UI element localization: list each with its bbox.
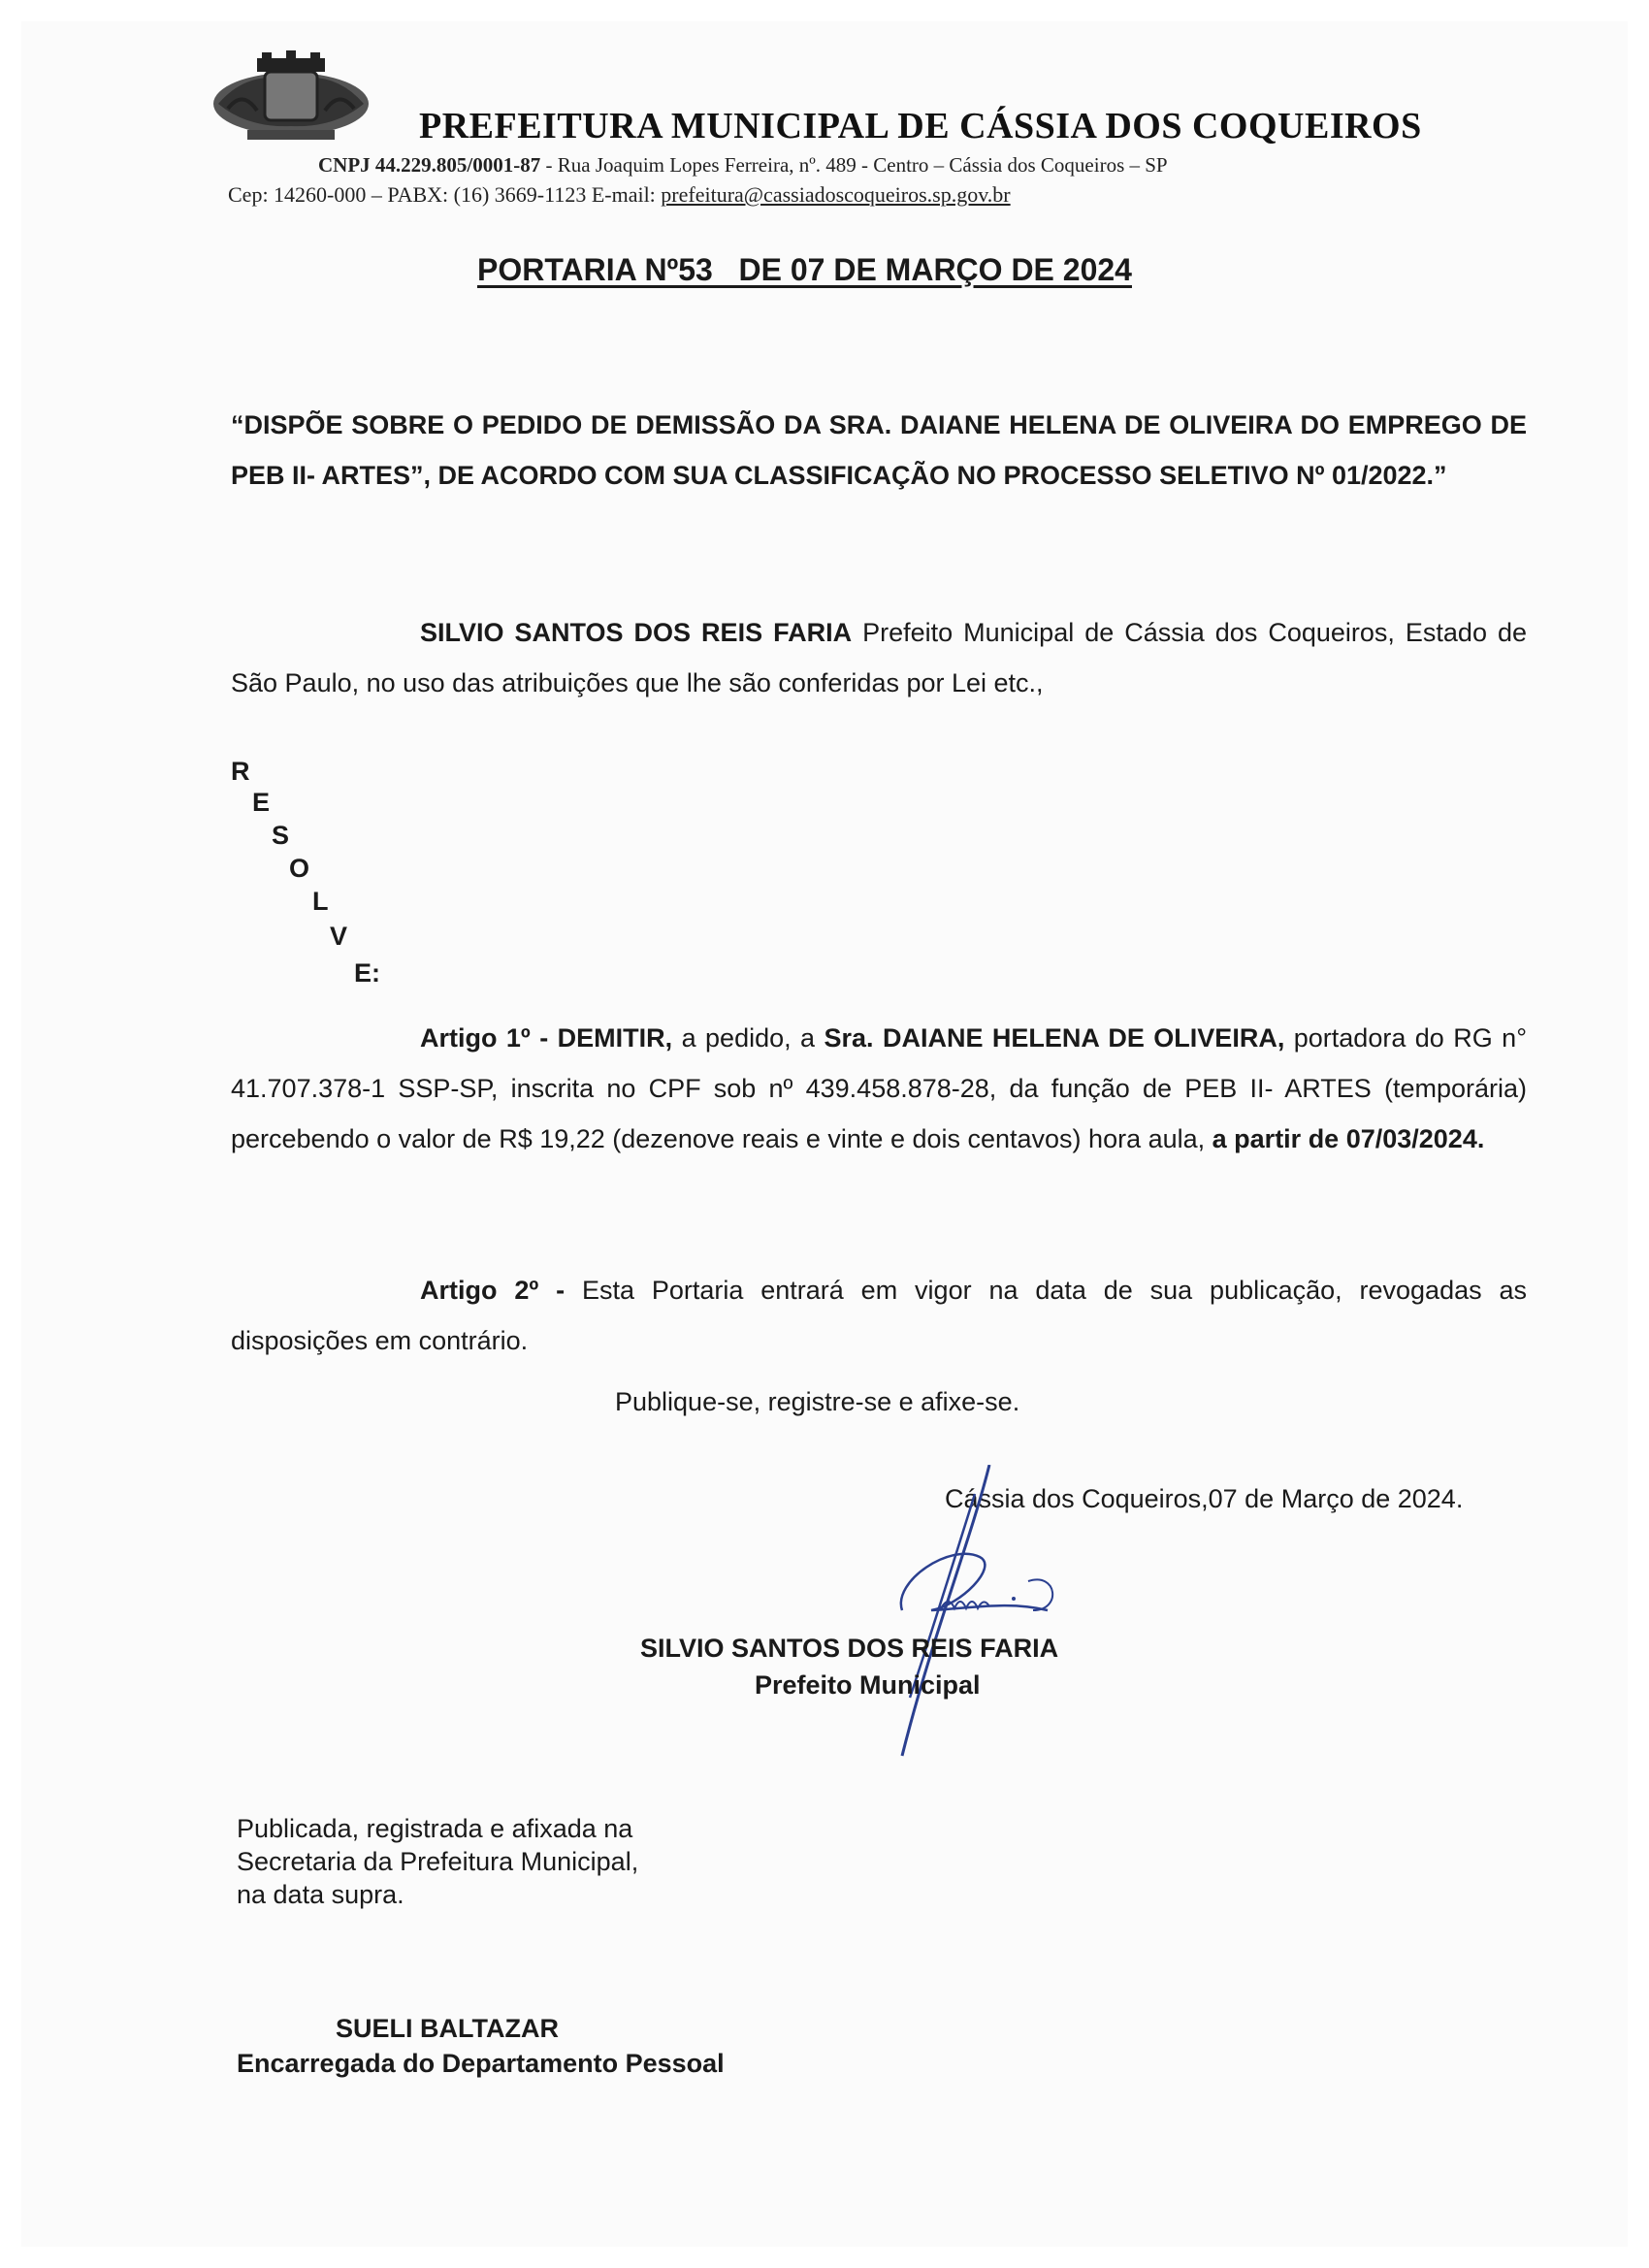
address: - Rua Joaquim Lopes Ferreira, nº. 489 - Centro – Cássia dos Coqueiros – SP xyxy=(540,153,1168,177)
cnpj: CNPJ 44.229.805/0001-87 xyxy=(318,153,541,177)
signatory-name: SILVIO SANTOS DOS REIS FARIA xyxy=(640,1634,1059,1663)
handwritten-signature-icon xyxy=(834,1465,1125,1775)
article-1-person: Sra. DAIANE HELENA DE OLIVEIRA, xyxy=(824,1023,1285,1053)
preamble xyxy=(231,607,1527,708)
preamble-name: SILVIO SANTOS DOS REIS FARIA xyxy=(420,618,853,647)
document-title: PORTARIA Nº53 DE 07 DE MARÇO DE 2024 xyxy=(477,252,1132,287)
article-1-text: a pedido, a xyxy=(672,1023,824,1053)
publication-note-line: Secretaria da Prefeitura Municipal, xyxy=(237,1847,639,1876)
preamble-text: Prefeito Municipal de Cássia dos Coqueiros, Estado de São Paulo, no uso das atribuições que lhe são conferidas por Lei etc., xyxy=(231,618,1527,697)
article-1 xyxy=(231,1013,1527,1164)
publish-line: Publique-se, registre-se e afixe-se. xyxy=(615,1387,1020,1416)
footer-role: Encarregada do Departamento Pessoal xyxy=(237,2049,725,2078)
article-2-text: Esta Portaria entrará em vigor na data de sua publicação, revogadas as disposições em contrário. xyxy=(231,1276,1527,1355)
municipal-coat-of-arms-icon xyxy=(209,50,373,144)
resolve-letter: L xyxy=(312,887,329,916)
contact: Cep: 14260-000 – PABX: (16) 3669-1123 E-mail: xyxy=(228,182,662,207)
resolve-letter: E xyxy=(252,788,271,817)
article-1-label: Artigo 1º - DEMITIR, xyxy=(420,1023,673,1053)
resolve-letter: R xyxy=(231,757,250,786)
org-name: PREFEITURA MUNICIPAL DE CÁSSIA DOS COQUEIROS xyxy=(419,106,1422,146)
resolve-letter: E: xyxy=(354,958,380,988)
ementa: “DISPÕE SOBRE O PEDIDO DE DEMISSÃO DA SRA. DAIANE HELENA DE OLIVEIRA DO EMPREGO DE PEB II- ARTES”, DE ACORDO COM SUA CLASSIFICAÇÃO NO PROCESSO SELETIVO Nº 01/2022.” xyxy=(231,410,1527,490)
resolve-letter: O xyxy=(289,854,310,883)
footer-name: SUELI BALTAZAR xyxy=(336,2014,559,2043)
signatory-role: Prefeito Municipal xyxy=(755,1670,981,1700)
address-line xyxy=(318,153,1168,178)
article-2-label: Artigo 2º - xyxy=(420,1276,566,1305)
article-1-date: a partir de 07/03/2024. xyxy=(1212,1124,1485,1153)
resolve-letter: S xyxy=(272,821,290,850)
publication-note-line: na data supra. xyxy=(237,1880,404,1909)
contact-line xyxy=(228,182,1011,208)
publication-note-line: Publicada, registrada e afixada na xyxy=(237,1814,633,1843)
publication-note xyxy=(237,1812,638,1911)
article-2 xyxy=(231,1265,1527,1366)
resolve-letter: V xyxy=(330,922,348,951)
article-1-body: portadora do RG n° 41.707.378-1 SSP-SP, inscrita no CPF sob nº 439.458.878-28, da função de PEB II- ARTES (temporária) percebendo o valor de R$ 19,22 (dezenove reais e vinte e dois centavos) hora aula, xyxy=(231,1023,1527,1153)
place-date: Cássia dos Coqueiros,07 de Março de 2024. xyxy=(945,1484,1464,1513)
email-link[interactable]: prefeitura@cassiadoscoqueiros.sp.gov.br xyxy=(661,182,1011,207)
